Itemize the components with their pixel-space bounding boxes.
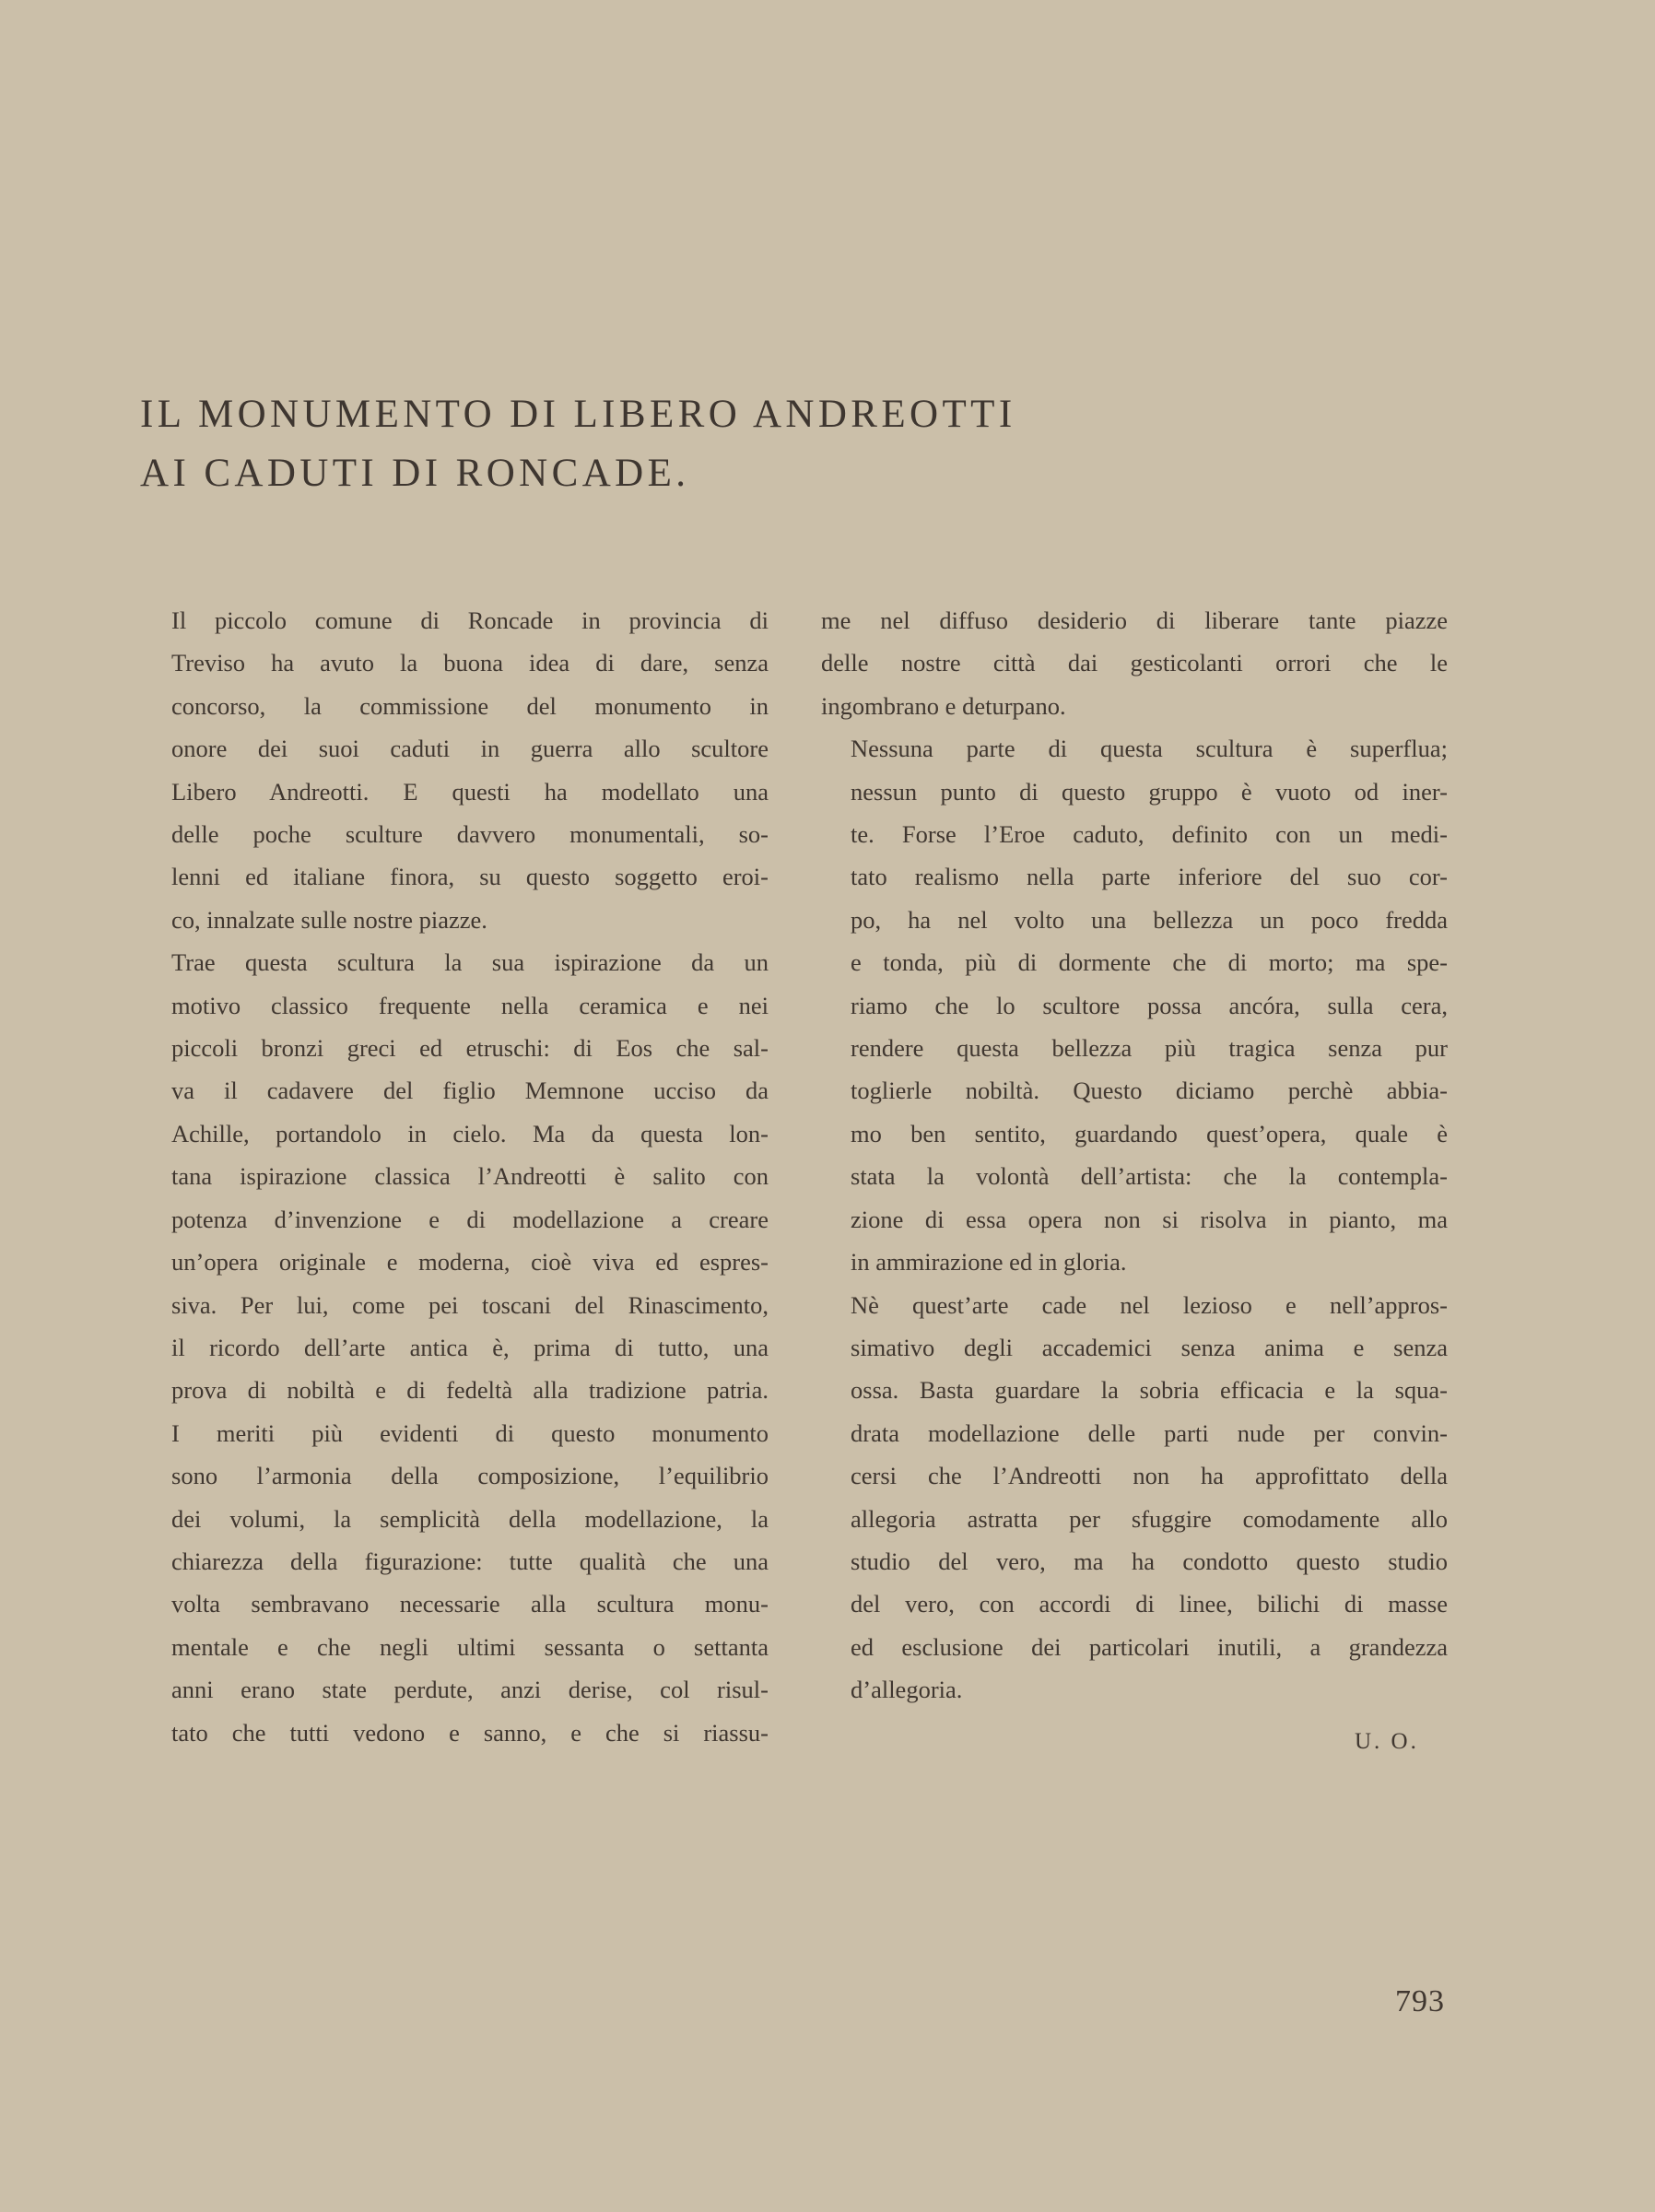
text-line: del vero, con accordi di linee, bilichi di masse	[851, 1590, 1448, 1618]
author-signature: U. O.	[1355, 1729, 1419, 1754]
text-line: ingombrano e deturpano.	[821, 691, 1066, 720]
paragraph-continuation	[821, 599, 1448, 727]
text-line: volta sembravano necessarie alla scultura monu-	[171, 1590, 769, 1618]
text-line: riamo che lo scultore possa ancóra, sulla cera,	[851, 991, 1448, 1019]
text-line: stata la volontà dell’artista: che la contempla-	[851, 1162, 1448, 1191]
text-line: onore dei suoi caduti in guerra allo scultore	[171, 735, 769, 763]
text-line: e tonda, più di dormente che di morto; ma spe-	[851, 948, 1448, 977]
article-title	[140, 385, 1016, 503]
text-line: dei volumi, la semplicità della modellazione, la	[171, 1504, 769, 1533]
text-line: Nessuna parte di questa scultura è superflua;	[851, 735, 1448, 763]
text-line: va il cadavere del figlio Memnone ucciso da	[171, 1077, 769, 1105]
page-number: 793	[1395, 1984, 1445, 2018]
text-line: nessun punto di questo gruppo è vuoto od iner-	[851, 777, 1448, 806]
paragraph-3	[142, 1412, 769, 1754]
text-line: Treviso ha avuto la buona idea di dare, senza	[171, 649, 769, 677]
text-line: delle poche sculture davvero monumentali, so-	[171, 820, 769, 849]
text-line: chiarezza della figurazione: tutte qualità che una	[171, 1547, 769, 1575]
text-line: rendere questa bellezza più tragica senza pur	[851, 1034, 1448, 1063]
text-line: me nel diffuso desiderio di liberare tante piazze	[821, 606, 1448, 634]
text-line: ed esclusione dei particolari inutili, a grandezza	[851, 1632, 1448, 1661]
text-line: Trae questa scultura la sua ispirazione da un	[171, 948, 769, 977]
text-line: mo ben sentito, guardando quest’opera, quale è	[851, 1119, 1448, 1147]
title-line-2: AI CADUTI DI RONCADE.	[140, 452, 690, 495]
text-line: toglierle nobiltà. Questo diciamo perchè abbia-	[851, 1077, 1448, 1105]
text-line: studio del vero, ma ha condotto questo studio	[851, 1547, 1448, 1575]
text-line: Nè quest’arte cade nel lezioso e nell’appros-	[851, 1290, 1448, 1319]
text-line: siva. Per lui, come pei toscani del Rinascimento,	[171, 1290, 769, 1319]
text-line: potenza d’invenzione e di modellazione a creare	[171, 1205, 769, 1233]
text-line: piccoli bronzi greci ed etruschi: di Eos che sal-	[171, 1034, 769, 1063]
text-line: tato realismo nella parte inferiore del suo cor-	[851, 863, 1448, 891]
text-line: concorso, la commissione del monumento in	[171, 691, 769, 720]
text-line: tato che tutti vedono e sanno, e che si riassu-	[171, 1718, 769, 1747]
text-line: zione di essa opera non si risolva in pianto, ma	[851, 1205, 1448, 1233]
text-line: motivo classico frequente nella ceramica e nei	[171, 991, 769, 1019]
text-line: Il piccolo comune di Roncade in provincia di	[171, 606, 769, 634]
text-line: prova di nobiltà e di fedeltà alla tradizione patria.	[171, 1376, 769, 1405]
paragraph-5	[821, 1284, 1448, 1712]
title-line-1: IL MONUMENTO DI LIBERO ANDREOTTI	[140, 393, 1016, 436]
text-line: un’opera originale e moderna, cioè viva ed espres-	[171, 1248, 769, 1277]
text-line: delle nostre città dai gesticolanti orrori che le	[821, 649, 1448, 677]
text-line: Achille, portandolo in cielo. Ma da questa lon-	[171, 1119, 769, 1147]
right-column	[821, 599, 1448, 1712]
text-line: co, innalzate sulle nostre piazze.	[171, 905, 487, 934]
text-line: I meriti più evidenti di questo monumento	[171, 1418, 769, 1447]
text-line: simativo degli accademici senza anima e senza	[851, 1333, 1448, 1361]
text-line: anni erano state perdute, anzi derise, col risul-	[171, 1676, 769, 1704]
text-line: sono l’armonia della composizione, l’equilibrio	[171, 1462, 769, 1490]
text-line: ossa. Basta guardare la sobria efficacia e la squa-	[851, 1376, 1448, 1405]
text-line: drata modellazione delle parti nude per convin-	[851, 1418, 1448, 1447]
text-line: il ricordo dell’arte antica è, prima di tutto, una	[171, 1333, 769, 1361]
text-line: allegoria astratta per sfuggire comodamente allo	[851, 1504, 1448, 1533]
text-line: mentale e che negli ultimi sessanta o settanta	[171, 1632, 769, 1661]
text-line: lenni ed italiane finora, su questo soggetto eroi-	[171, 863, 769, 891]
left-column	[142, 599, 769, 1754]
text-line: cersi che l’Andreotti non ha approfittato della	[851, 1462, 1448, 1490]
text-line: Libero Andreotti. E questi ha modellato una	[171, 777, 769, 806]
paragraph-1	[142, 599, 769, 941]
paragraph-2	[142, 941, 769, 1411]
text-line: tana ispirazione classica l’Andreotti è salito con	[171, 1162, 769, 1191]
text-line: po, ha nel volto una bellezza un poco fredda	[851, 905, 1448, 934]
paragraph-4	[821, 727, 1448, 1283]
text-line: in ammirazione ed in gloria.	[851, 1248, 1127, 1277]
text-line: te. Forse l’Eroe caduto, definito con un medi-	[851, 820, 1448, 849]
text-line: d’allegoria.	[851, 1676, 963, 1704]
